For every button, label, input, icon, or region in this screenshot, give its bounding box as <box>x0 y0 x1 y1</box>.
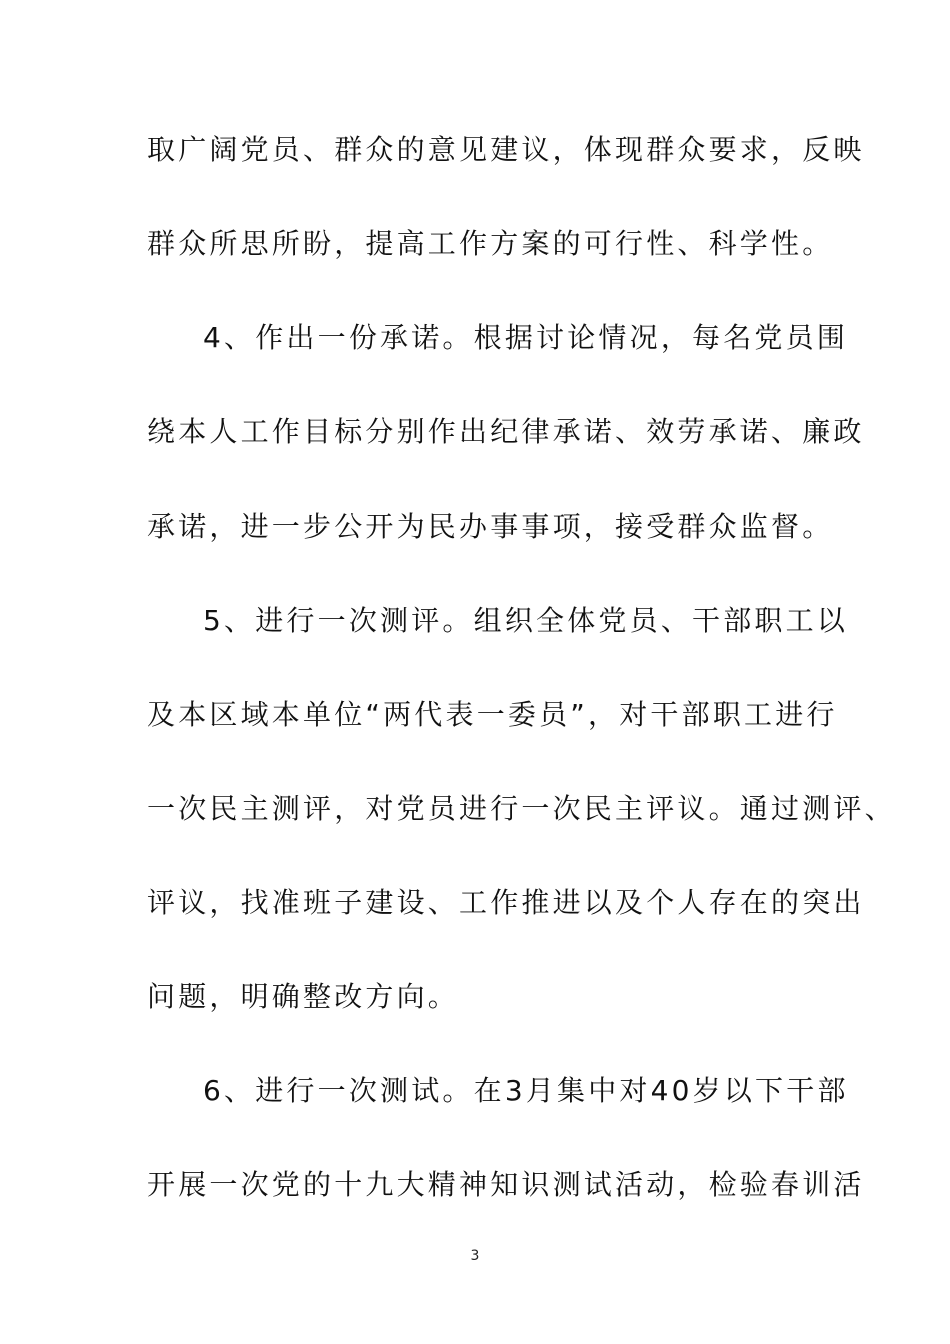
body-text-line: 5、进行一次测评。组织全体党员、干部职工以 <box>203 604 849 637</box>
body-text-line: 取广阔党员、群众的意见建议，体现群众要求，反映 <box>147 133 865 166</box>
page-number: 3 <box>470 1248 480 1264</box>
body-text-line: 评议，找准班子建设、工作推进以及个人存在的突出 <box>147 886 865 919</box>
body-text-line: 4、作出一份承诺。根据讨论情况，每名党员围 <box>203 321 849 354</box>
body-text-line: 开展一次党的十九大精神知识测试活动，检验春训活 <box>147 1168 865 1201</box>
body-text-line: 一次民主测评，对党员进行一次民主评议。通过测评、 <box>147 792 896 825</box>
body-text-line: 承诺，进一步公开为民办事事项，接受群众监督。 <box>147 510 834 543</box>
body-text-line: 绕本人工作目标分别作出纪律承诺、效劳承诺、廉政 <box>147 415 865 448</box>
body-text-line: 问题，明确整改方向。 <box>147 980 460 1013</box>
body-text-line: 6、进行一次测试。在3月集中对40岁以下干部 <box>203 1074 849 1107</box>
body-text-line: 及本区域本单位“两代表一委员”，对干部职工进行 <box>147 698 838 731</box>
body-text-line: 群众所思所盼，提高工作方案的可行性、科学性。 <box>147 227 834 260</box>
